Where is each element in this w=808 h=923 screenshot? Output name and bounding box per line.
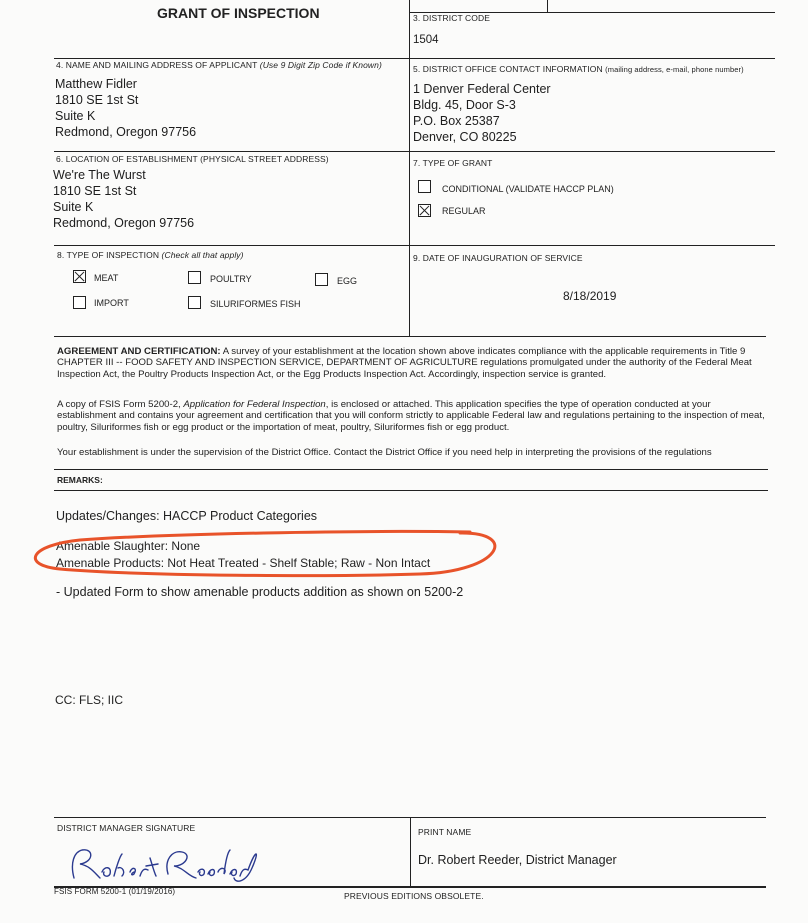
- applicant-line: Matthew Fidler: [55, 77, 137, 91]
- district-code-value: 1504: [413, 34, 439, 46]
- applicant-line: 1810 SE 1st St: [55, 93, 139, 107]
- remarks-note: - Updated Form to show amenable products addition as shown on 5200-2: [56, 585, 464, 599]
- inauguration-date: 8/18/2019: [563, 289, 617, 303]
- remarks-products: Amenable Products: Not Heat Treated - Shelf Stable; Raw - Non Intact: [56, 556, 431, 570]
- agreement-heading: AGREEMENT AND CERTIFICATION:: [57, 346, 221, 357]
- poultry-checkbox[interactable]: [188, 271, 201, 284]
- grant-conditional-label: CONDITIONAL (VALIDATE HACCP PLAN): [442, 184, 614, 194]
- remarks-under-rule: [54, 490, 768, 491]
- grant-regular-label: REGULAR: [442, 206, 486, 216]
- egg-label: EGG: [337, 276, 358, 286]
- establishment-line: Redmond, Oregon 97756: [53, 216, 195, 230]
- district-office-address: [413, 81, 551, 145]
- establishment-address: [53, 167, 194, 231]
- office-line: Bldg. 45, Door S-3: [413, 98, 516, 112]
- remarks-updates: Updates/Changes: HACCP Product Categories: [56, 509, 318, 523]
- grant-conditional-checkbox[interactable]: [418, 180, 431, 193]
- grant-type-label: 7. TYPE OF GRANT: [413, 158, 493, 168]
- print-name-value: Dr. Robert Reeder, District Manager: [418, 853, 617, 867]
- grant-regular-checkbox[interactable]: [418, 204, 431, 217]
- upper-section-bottom-rule: [54, 336, 766, 337]
- meat-checkbox[interactable]: [73, 270, 86, 283]
- remarks-top-rule: [54, 469, 768, 470]
- form-title: GRANT OF INSPECTION: [157, 5, 320, 21]
- district-code-label: 3. DISTRICT CODE: [413, 13, 491, 23]
- siluriformes-checkbox[interactable]: [188, 296, 201, 309]
- establishment-label: 6. LOCATION OF ESTABLISHMENT (PHYSICAL STREET ADDRESS): [56, 154, 329, 164]
- signature-divider: [410, 817, 411, 887]
- establishment-line: 1810 SE 1st St: [53, 184, 137, 198]
- import-label: IMPORT: [94, 298, 129, 308]
- import-checkbox[interactable]: [73, 296, 86, 309]
- egg-checkbox[interactable]: [315, 273, 328, 286]
- district-office-label: 5. DISTRICT OFFICE CONTACT INFORMATION (mailing address, e-mail, phone number): [413, 64, 744, 74]
- agreement-paragraph-2: A copy of FSIS Form 5200-2, Application for Federal Inspection, is enclosed or attached. This application specifies the type of operation conducted at your establishment and contains your agreement and certification that you will conform strictly to applicable Federal law and regulations pertaining to the inspection of meat, poultry, Siluriformes fish or egg product or the importation of meat, poultry, Siluriformes fish or egg product.: [57, 399, 765, 433]
- row-rule-applicant: [54, 58, 775, 59]
- remarks-label: REMARKS:: [57, 475, 103, 485]
- upper-vertical-divider: [409, 0, 410, 336]
- meat-label: MEAT: [94, 273, 119, 283]
- inspection-type-label: 8. TYPE OF INSPECTION (Check all that apply): [57, 250, 244, 260]
- row-rule-establishment: [54, 151, 775, 152]
- signature-label: DISTRICT MANAGER SIGNATURE: [57, 823, 196, 833]
- handwritten-signature: [60, 838, 260, 888]
- agreement-paragraph-1: AGREEMENT AND CERTIFICATION: A survey of your establishment at the location shown above indicates compliance with the applicable requirements in Title 9 CHAPTER III -- FOOD SAFETY AND INSPECTION SERVICE, DEPARTMENT OF AGRICULTURE regulations promulgated under the authority of the Federal Meat Inspection Act, the Poultry Products Inspection Act, or the Egg Products Inspection Act. Accordingly, inspection service is granted.: [57, 346, 752, 380]
- top-vertical-tick: [547, 0, 548, 12]
- office-line: P.O. Box 25387: [413, 114, 500, 128]
- form-id: FSIS FORM 5200-1 (01/19/2016): [54, 887, 176, 896]
- agreement-paragraph-3: Your establishment is under the supervision of the District Office. Contact the District Office if you need help in interpreting the provisions of the regulations: [57, 447, 712, 458]
- applicant-address: [55, 76, 196, 140]
- inauguration-label: 9. DATE OF INAUGURATION OF SERVICE: [413, 253, 583, 263]
- applicant-label: 4. NAME AND MAILING ADDRESS OF APPLICANT (Use 9 Digit Zip Code if Known): [56, 60, 382, 70]
- remarks-cc: CC: FLS; IIC: [55, 693, 124, 707]
- remarks-slaughter: Amenable Slaughter: None: [56, 539, 201, 553]
- siluriformes-label: SILURIFORMES FISH: [210, 299, 301, 309]
- applicant-line: Redmond, Oregon 97756: [55, 125, 197, 139]
- applicant-line: Suite K: [55, 109, 96, 123]
- previous-editions-note: PREVIOUS EDITIONS OBSOLETE.: [344, 891, 484, 901]
- establishment-line: We're The Wurst: [53, 168, 146, 182]
- office-line: Denver, CO 80225: [413, 130, 517, 144]
- print-name-label: PRINT NAME: [418, 827, 472, 837]
- establishment-line: Suite K: [53, 200, 94, 214]
- office-line: 1 Denver Federal Center: [413, 82, 551, 96]
- row-rule-inspection: [54, 245, 775, 246]
- poultry-label: POULTRY: [210, 274, 252, 284]
